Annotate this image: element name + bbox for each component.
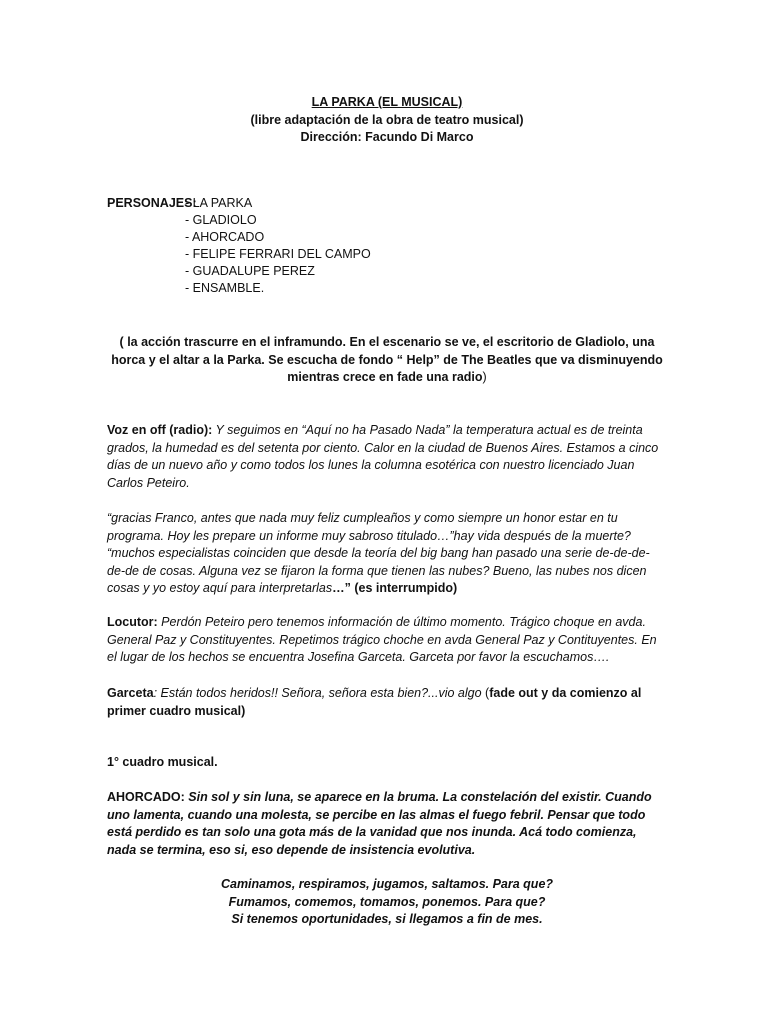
character-name: - FELIPE FERRARI DEL CAMPO <box>185 247 371 261</box>
list-item <box>107 246 667 263</box>
list-item <box>107 212 667 229</box>
speaker-name: Locutor: <box>107 615 158 629</box>
speaker-name: Voz en off (radio): <box>107 423 213 437</box>
verse-line: Fumamos, comemos, tomamos, ponemos. Para que? <box>228 894 546 909</box>
dialogue-text: Y seguimos en “Aquí no ha Pasado Nada” la temperatura actual es de treinta grados, la humedad es del setenta por ciento. Calor en la ciudad de Buenos Aires. Estamos a cinco días de un nuevo año y como todos los lunes la columna esotérica con nuestro licenciado Juan Carlos Peteiro. <box>107 423 659 490</box>
list-item <box>107 195 667 212</box>
verse-block <box>107 876 667 929</box>
ahorcado-paragraph <box>107 789 667 859</box>
garceta-paragraph: Garceta: Están todos heridos!! Señora, señora esta bien?...vio algo (fade out y da comienzo al primer cuadro musical) <box>107 686 642 718</box>
dialogue-text: Perdón Peteiro pero tenemos información de último momento. Trágico choque en avda. General Paz y Constituyentes. Repetimos trágico choche en avda General Paz y Contituyentes. En el lugar de los hechos se encuentra Josefina Garceta. Garceta por favor la escuchamos…. <box>107 615 657 664</box>
speaker-name: AHORCADO: <box>107 790 185 804</box>
speaker-name: Garceta <box>107 686 154 700</box>
characters-list <box>107 195 667 297</box>
character-name: - GUADALUPE PEREZ <box>185 264 315 278</box>
stage-note: (es interrumpido) <box>350 581 458 595</box>
list-item <box>107 280 667 297</box>
document-title: LA PARKA (EL MUSICAL) <box>311 95 463 109</box>
characters-label: PERSONAJES: <box>107 196 197 210</box>
peteiro-paragraph: “gracias Franco, antes que nada muy feliz cumpleaños y como siempre un honor estar en tu programa. Hoy les prepare un informe muy sabroso titulado…”hay vida después de la muerte? “muchos especialistas coinciden que desde la teoría del big bang han pasado una serie de-de-de-de-de de cosas. Alguna vez se fijaron la forma que tienen las nubes? Bueno, las nubes nos dicen cosas y yo estoy aquí para interpretarlas…” (es interrumpido) <box>107 511 650 595</box>
list-item <box>107 229 667 246</box>
character-name: - ENSAMBLE. <box>185 281 265 295</box>
verse-line: Si tenemos oportunidades, si llegamos a fin de mes. <box>231 912 543 926</box>
section-heading: 1° cuadro musical. <box>107 755 218 769</box>
title-block <box>107 94 667 147</box>
list-item <box>107 263 667 280</box>
document-subtitle: (libre adaptación de la obra de teatro musical) <box>250 112 524 127</box>
stage-note: fade out y da comienzo al primer cuadro musical) <box>107 686 642 718</box>
direction-credit: Dirección: Facundo Di Marco <box>300 130 474 144</box>
stage-direction: ( la acción trascurre en el inframundo. En el escenario se ve, el escritorio de Gladiolo, una horca y el altar a la Parka. Se escucha de fondo “ Help” de The Beatles que va disminuyendo mientras crece en fade una radio) <box>111 335 663 384</box>
dialogue-text: : Están todos heridos!! Señora, señora esta bien?...vio algo <box>153 686 482 700</box>
dialogue-text: Sin sol y sin luna, se aparece en la bruma. La constelación del existir. Cuando uno lamenta, cuando una molesta, se percibe en las almas el fuego febril. Pensar que todo está perdido es tan solo una gota más de la vanidad que nos inunda. Acá todo comienza, nada se termina, eso si, eso depende de insistencia evolutiva. <box>107 790 652 857</box>
dialogue-text: “gracias Franco, antes que nada muy feliz cumpleaños y como siempre un honor estar en tu programa. Hoy les prepare un informe muy sabroso titulado…”hay vida después de la muerte? “muchos especialistas coinciden que desde la teoría del big bang han pasado una serie de-de-de-de-de de cosas. Alguna vez se fijaron la forma que tienen las nubes? Bueno, las nubes nos dicen cosas y yo estoy aquí para interpretarlas <box>107 511 650 595</box>
character-name: - GLADIOLO <box>185 213 257 227</box>
locutor-paragraph <box>107 614 667 667</box>
character-name: - AHORCADO <box>185 230 265 244</box>
verse-line: Caminamos, respiramos, jugamos, saltamos. Para que? <box>220 877 554 891</box>
voz-off-paragraph <box>107 422 667 492</box>
character-name: - LA PARKA <box>185 196 253 210</box>
